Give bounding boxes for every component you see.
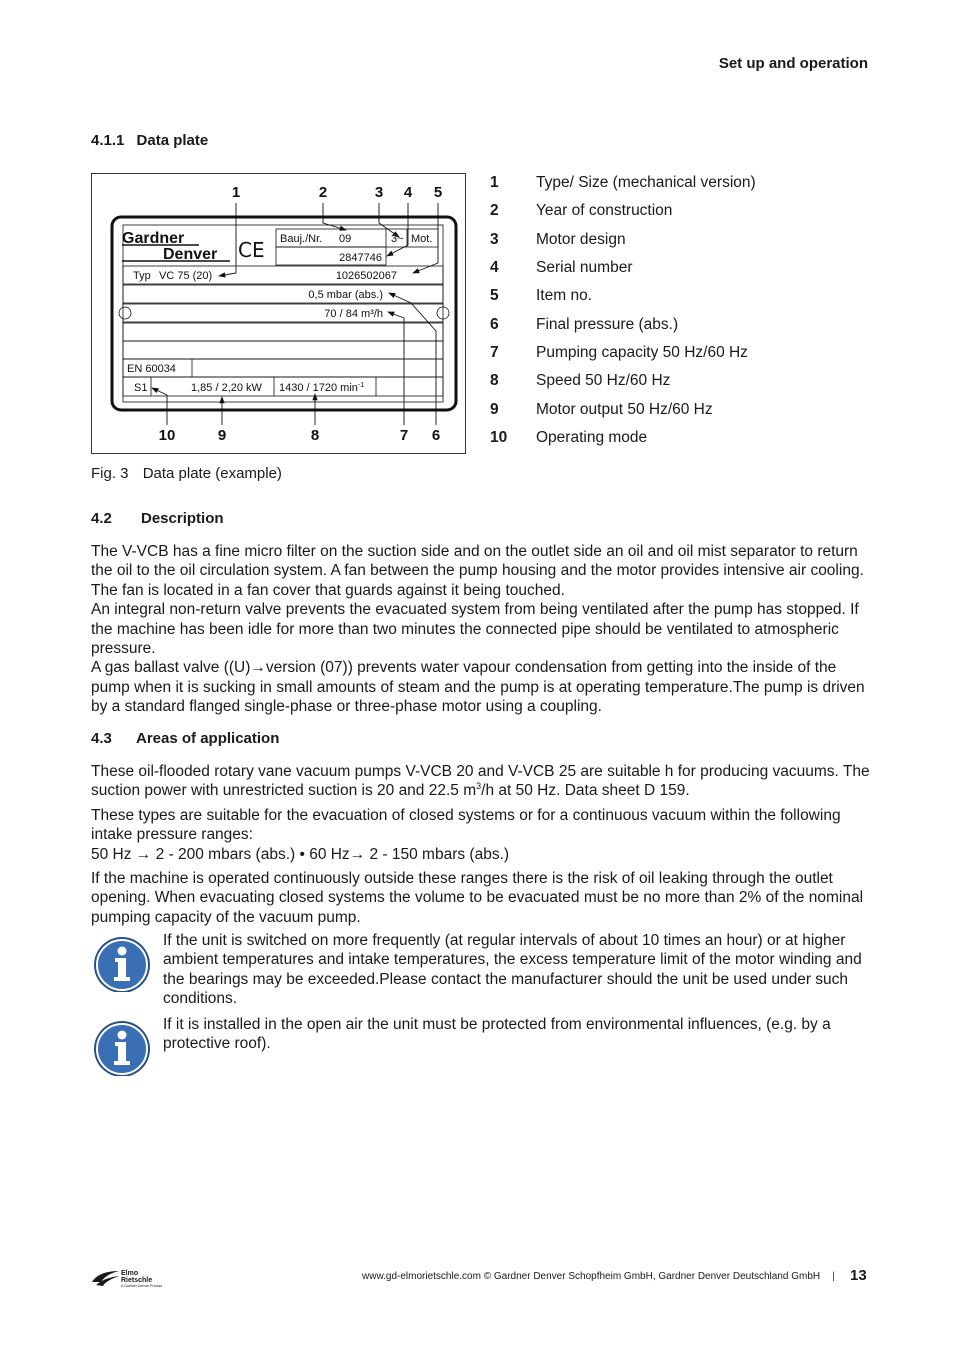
section-title: Description: [141, 510, 224, 527]
plate-serial-number: 2847746: [339, 252, 382, 264]
elmo-rietschle-logo: [91, 1267, 171, 1289]
plate-year: 09: [339, 233, 352, 245]
paragraph: A gas ballast valve ((U)→version (07)) prevents water vapour condensation from getting into the inside of the pump when it is sucking in small amounts of steam and the pump is at operating temperature.The pump is driven by a standard flanged single-phase or three-phase motor using a coupling.: [91, 659, 865, 716]
callout-8: 8: [310, 427, 320, 444]
callout-7: 7: [399, 427, 409, 444]
plate-item-no: 1026502067: [335, 270, 397, 282]
info-text: If it is installed in the open air the unit must be protected from environmental influences, (e.g. by a protective roof).: [163, 1015, 831, 1053]
section-heading-areas-of-application: [91, 730, 279, 747]
legend-item: 10 Operating mode: [490, 428, 648, 446]
info-icon: [91, 930, 153, 992]
svg-text:A Gardner Denver Product: A Gardner Denver Product: [121, 1284, 163, 1288]
callout-3: 3: [374, 184, 384, 201]
section-number: 4.1.1: [91, 132, 125, 149]
legend-item: 7 Pumping capacity 50 Hz/60 Hz: [490, 343, 748, 361]
ce-mark: CE: [238, 238, 265, 262]
screw-hole-left-icon: [119, 307, 131, 319]
legend-item: 1 Type/ Size (mechanical version): [490, 174, 756, 192]
section-number: 4.3: [91, 730, 112, 747]
legend-item: 6 Final pressure (abs.): [490, 315, 679, 333]
plate-motor-output: 1,85 / 2,20 kW: [191, 382, 262, 394]
footer-separator: |: [832, 1271, 835, 1282]
callout-2: 2: [318, 184, 328, 201]
paragraph: These types are suitable for the evacuation of closed systems or for a continuous vacuum within the following intake pressure ranges:: [91, 806, 841, 844]
callout-10: 10: [158, 427, 176, 444]
plate-standard: EN 60034: [127, 363, 176, 375]
plate-mode: S1: [134, 382, 148, 394]
svg-text:Rietschle: Rietschle: [121, 1277, 153, 1284]
figure-caption: Fig. 3 Data plate (example): [91, 465, 282, 482]
legend-item: 3 Motor design: [490, 230, 626, 248]
paragraph: An integral non-return valve prevents the evacuated system from being ventilated after the pump has stopped. If the machine has been idle for more than two minutes the connected pipe should be ventilated to atmospheric pressure.: [91, 601, 859, 658]
page-number: 13: [850, 1267, 867, 1284]
legend-item: 8 Speed 50 Hz/60 Hz: [490, 372, 671, 390]
gardner-denver-logo: [122, 230, 230, 263]
data-plate-figure: [91, 173, 466, 454]
section-heading-description: [91, 510, 224, 527]
info-note: [91, 1014, 871, 1076]
callout-5: 5: [433, 184, 443, 201]
footer-url[interactable]: www.gd-elmorietschle.com: [362, 1271, 481, 1282]
plate-typ-label: Typ: [133, 270, 151, 282]
legend-item: 2 Year of construction: [490, 202, 673, 220]
plate-speed: 1430 / 1720 $\min^{-1}$: [279, 382, 365, 394]
info-notes: [91, 930, 871, 1076]
info-text: If the unit is switched on more frequently (at regular intervals of about 10 times an hour) or at higher ambient temperatures and intake temperatures, the excess temperature limit of the motor winding and the bearings may be exceeded.Please contact the manufacturer should the unit be used under such conditions.: [163, 932, 862, 1008]
figure-legend: [490, 169, 890, 452]
callout-6: 6: [431, 427, 441, 444]
application-body: [91, 762, 871, 927]
description-body: [91, 542, 871, 717]
section-title: Areas of application: [136, 730, 280, 747]
plate-mot-label: Mot.: [411, 233, 433, 245]
footer-text: [362, 1271, 847, 1282]
callout-1: 1: [231, 184, 241, 201]
plate-pumping-capacity: 70 / 84 m³/h: [324, 308, 383, 320]
svg-text:Gardner: Gardner: [122, 230, 185, 247]
plate-bauj-label: Bauj./Nr.: [280, 233, 323, 245]
paragraph: If the machine is operated continuously outside these ranges there is the risk of oil leaking through the outlet opening. When evacuating closed systems the volume to be evacuated must be no more than 2% of the nominal pumping capacity of the vacuum pump.: [91, 870, 864, 926]
paragraph: These oil-flooded rotary vane vacuum pumps V-VCB 20 and V-VCB 25 are suitable h for producing vacuums. The suction power with unrestricted suction is 20 and 22.5 $m^3/h$ at 50 Hz. Data sheet D 159.: [91, 763, 870, 800]
svg-text:Denver: Denver: [163, 246, 218, 263]
section-title: Data plate: [136, 132, 209, 149]
plate-typ-value: VC 75 (20): [159, 270, 213, 282]
info-note: [91, 930, 871, 1009]
legend-item: 9 Motor output 50 Hz/60 Hz: [490, 400, 713, 418]
info-icon: [91, 1014, 153, 1076]
paragraph: The V-VCB has a fine micro filter on the suction side and on the outlet side an oil and oil mist separator to return the oil to the oil circulation system. A fan between the pump housing and the motor provides intensive air cooling. The fan is located in a fan cover that guards against it being touched.: [91, 543, 864, 599]
section-number: 4.2: [91, 510, 112, 527]
legend-item: 5 Item no.: [490, 287, 592, 305]
callout-9: 9: [217, 427, 227, 444]
callout-4: 4: [403, 184, 413, 201]
legend-item: 4 Serial number: [490, 259, 633, 277]
svg-text:Elmo: Elmo: [121, 1270, 139, 1277]
running-header: Set up and operation: [718, 55, 868, 72]
plate-motor-design: 3~: [391, 233, 404, 245]
footer-copyright: © Gardner Denver Schopfheim GmbH, Gardner Denver Deutschland GmbH: [480, 1271, 821, 1282]
plate-final-pressure: 0,5 mbar (abs.): [308, 289, 383, 301]
pressure-ranges: 50 Hz → 2 - 200 mbars (abs.) • 60 Hz→ 2 - 150 mbars (abs.): [91, 845, 510, 863]
section-heading-data-plate: [91, 132, 208, 149]
